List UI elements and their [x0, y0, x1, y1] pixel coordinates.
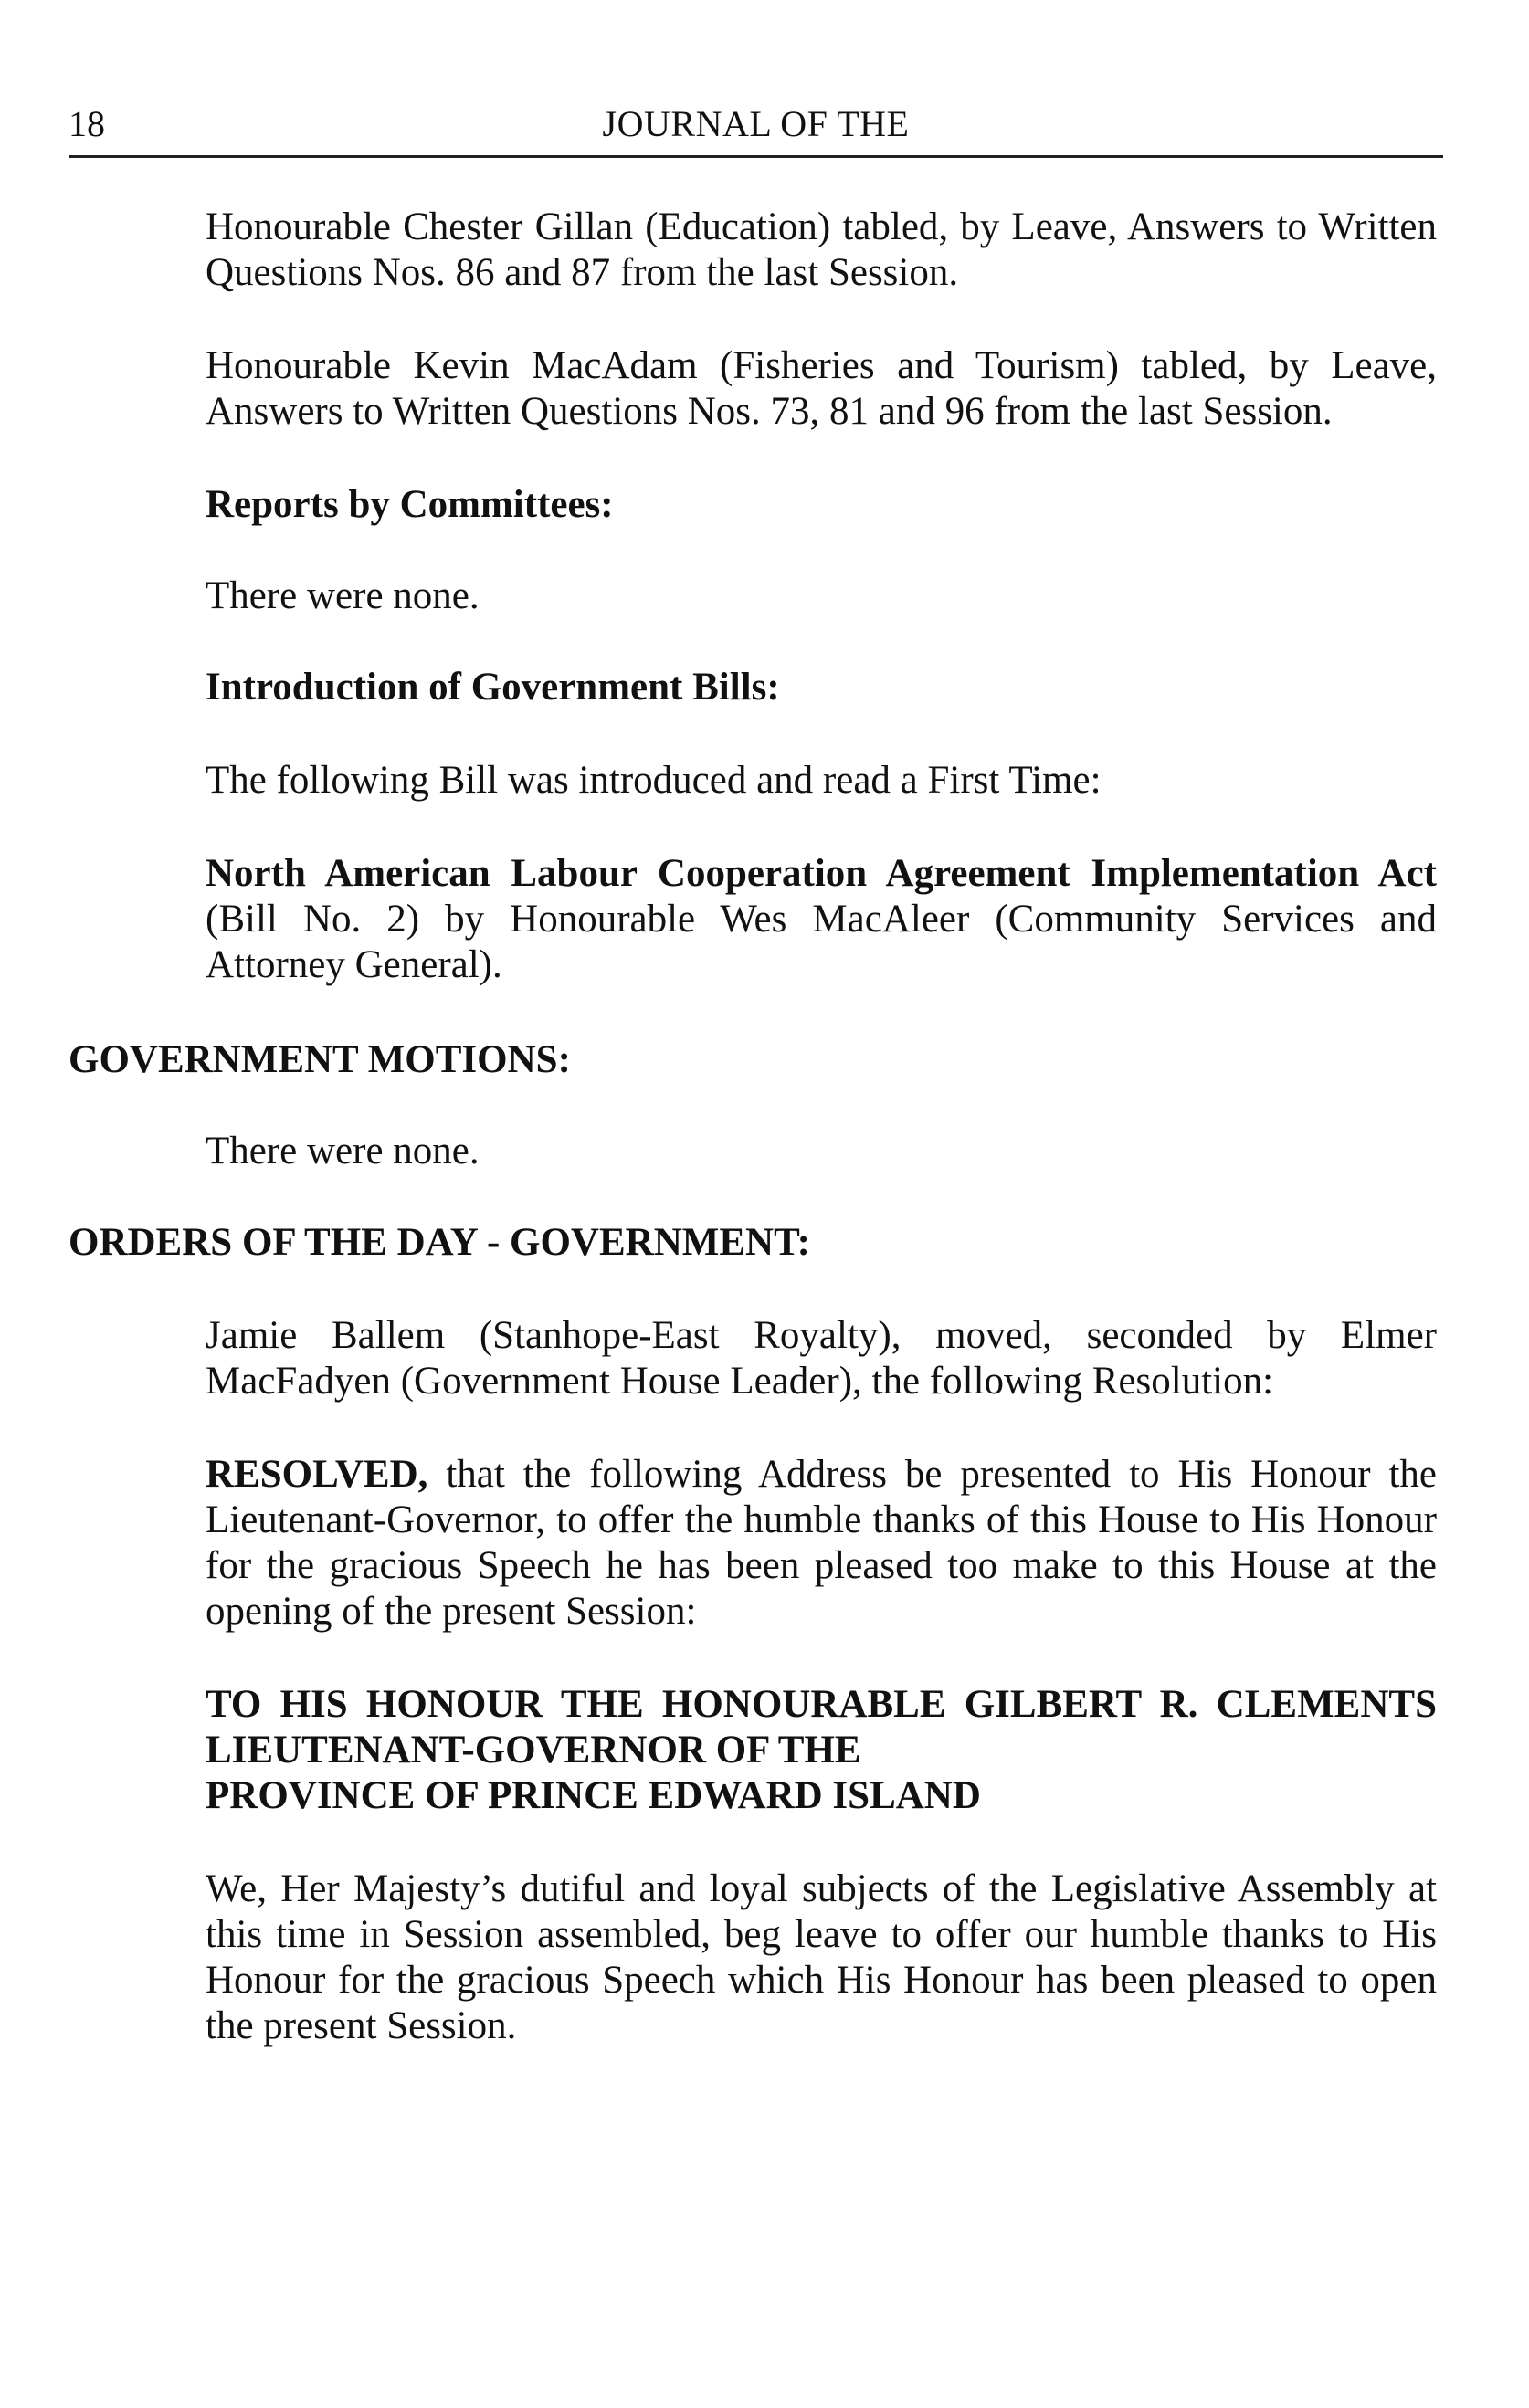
running-head [69, 99, 1443, 158]
resolution-paragraph [206, 1452, 1437, 1635]
resolved-label: RESOLVED, [206, 1453, 428, 1496]
tabling-paragraph-macadam: Honourable Kevin MacAdam (Fisheries and Tourism) tabled, by Leave, Answers to Written Questions Nos. 73, 81 and 96 from the last Session. [206, 344, 1437, 433]
tabling-paragraph-gillan: Honourable Chester Gillan (Education) tabled, by Leave, Answers to Written Questions Nos. 86 and 87 from the last Session. [206, 205, 1437, 294]
address-line-2: LIEUTENANT-GOVERNOR OF THE [206, 1729, 861, 1772]
government-motions-text: There were none. [206, 1130, 480, 1172]
bill-paragraph [206, 851, 1437, 988]
bill-title: North American Labour Cooperation Agreement Implementation Act [206, 852, 1437, 895]
resolved-text: that the following Address be presented to His Honour the Lieutenant-Governor, to offer the humble thanks of this House to His Honour for the gracious Speech he has been pleased too make to this House at the opening of the present Session: [206, 1453, 1437, 1633]
government-motions-heading: GOVERNMENT MOTIONS: [69, 1038, 571, 1081]
reports-by-committees-heading: Reports by Committees: [206, 483, 614, 526]
page-number: 18 [69, 103, 105, 144]
orders-of-the-day-heading: ORDERS OF THE DAY - GOVERNMENT: [69, 1221, 810, 1264]
government-bills-intro: The following Bill was introduced and read a First Time: [206, 759, 1102, 802]
address-body: We, Her Majesty’s dutiful and loyal subjects of the Legislative Assembly at this time in Session assembled, beg leave to offer our humble thanks to His Honour for the gracious Speech which His Honour has been pleased to open the present Session. [206, 1867, 1437, 2047]
address-title [206, 1682, 1437, 1819]
motion-paragraph: Jamie Ballem (Stanhope-East Royalty), moved, seconded by Elmer MacFadyen (Government House Leader), the following Resolution: [206, 1314, 1437, 1403]
bill-details: (Bill No. 2) by Honourable Wes MacAleer (Community Services and Attorney General). [206, 898, 1437, 986]
reports-by-committees-text: There were none. [206, 574, 480, 617]
address-line-1: TO HIS HONOUR THE HONOURABLE GILBERT R. CLEMENTS [206, 1683, 1437, 1726]
government-bills-heading: Introduction of Government Bills: [206, 666, 780, 709]
address-line-3: PROVINCE OF PRINCE EDWARD ISLAND [206, 1774, 981, 1817]
journal-title: JOURNAL OF THE [602, 103, 910, 144]
